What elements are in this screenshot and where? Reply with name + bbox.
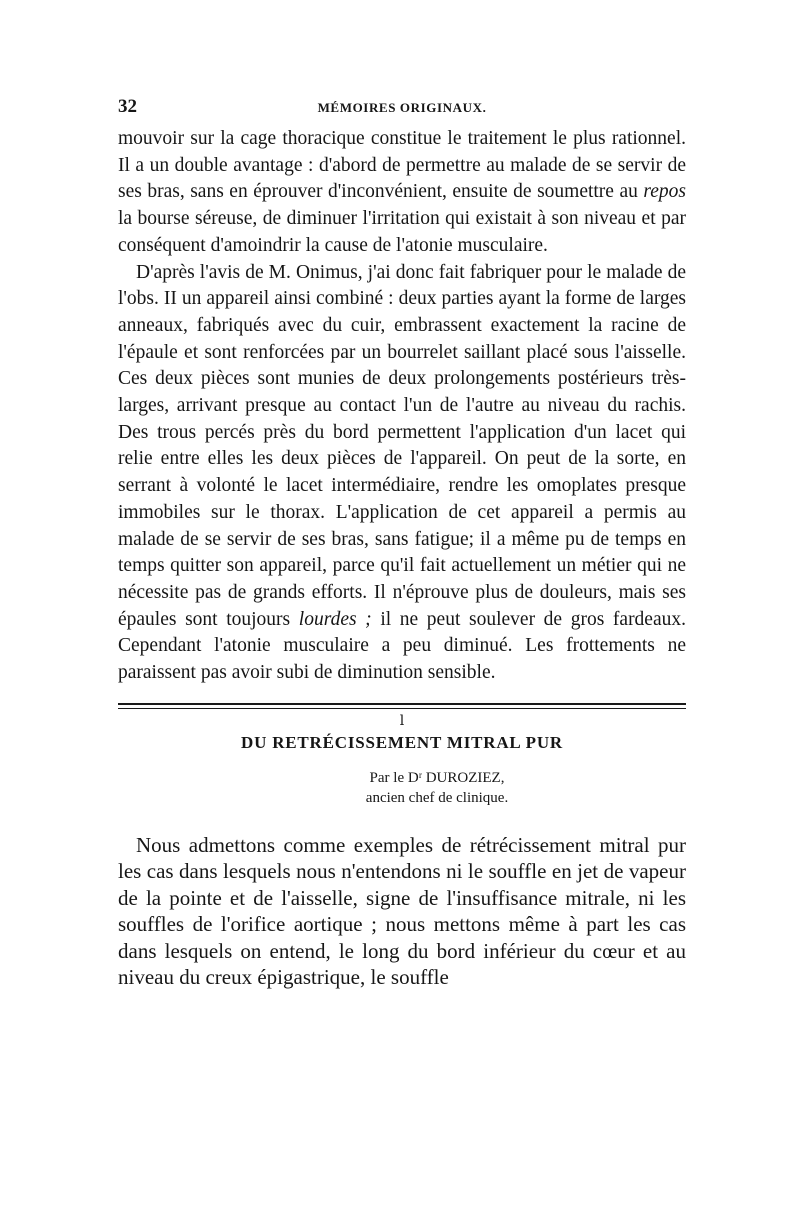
page-header xyxy=(118,96,686,122)
section-mark: ⅼ xyxy=(399,713,405,729)
page xyxy=(118,96,686,1012)
paragraph-1-emphasis: repos xyxy=(643,181,686,203)
body-text xyxy=(118,126,686,687)
separator-thin-line xyxy=(118,708,686,709)
paragraph-2-emphasis: lourdes ; xyxy=(298,608,372,630)
article-lead-paragraph: Nous admettons comme exemples de rétrécissement mitral pur les cas dans lesquels nous n'entendons ni le souffle en jet de vapeur de la pointe et de l'aisselle, signe de l'insuffisance mitrale, ni les souffles de l'orifice aortique ; nous mettons même à part les cas dans lesquels on entend, le long du bord inférieur du cœur et au niveau du creux épigastrique, le souffle xyxy=(118,832,686,990)
author-byline: Par le Dʳ DUROZIEZ, xyxy=(369,769,505,786)
paragraph-1-end: la bourse séreuse, de diminuer l'irritation qui existait à son niveau et par conséquent d'amoindrir la cause de l'atonie musculaire. xyxy=(118,208,686,256)
article-title: DU RETRÉCISSEMENT MITRAL PUR xyxy=(241,732,563,752)
page-number: 32 xyxy=(118,96,137,117)
paragraph-1 xyxy=(118,126,686,260)
section-separator xyxy=(118,703,686,710)
paragraph-1-text: mouvoir sur la cage thoracique constitue le traitement le plus rationnel. Il a un double avantage : d'abord de permettre au malade de se servir de ses bras, sans en éprouver d'inconvénient, ensuite de soumettre au xyxy=(118,128,686,203)
paragraph-2 xyxy=(118,260,686,687)
paragraph-2-end: il ne peut soulever de gros fardeaux. Cependant l'atonie musculaire a peu diminué. Les frottements ne paraissent pas avoir subi de diminution sensible. xyxy=(118,608,686,684)
paragraph-2-text: D'après l'avis de M. Onimus, j'ai donc fait fabriquer pour le malade de l'obs. II un appareil ainsi combiné : deux parties ayant la forme de larges anneaux, fabriqués avec du cuir, embrassent exactement la racine de l'épaule et sont renforcées par un bourrelet saillant placé sous l'aisselle. Ces deux pièces sont munies de deux prolongements postérieurs très-larges, arrivant presque au contact l'un de l'autre au niveau du rachis. Des trous percés près du bord permettent l'application d'un lacet qui relie entre elles les deux pièces de l'appareil. On peut de la sorte, en serrant à volonté le lacet intermédiaire, rendre les omoplates presque immobiles sur le thorax. L'application de cet appareil a permis au malade de se servir de ses bras, sans fatigue; il a même pu de temps en temps quitter son appareil, parce qu'il fait actuellement un métier qui ne nécessite pas de grands efforts. Il n'éprouve plus de douleurs, mais ses épaules sont toujours xyxy=(118,261,686,630)
separator-thick-line xyxy=(118,703,686,705)
running-title: MÉMOIRES ORIGINAUX. xyxy=(317,100,487,115)
author-affiliation: ancien chef de clinique. xyxy=(365,789,509,806)
